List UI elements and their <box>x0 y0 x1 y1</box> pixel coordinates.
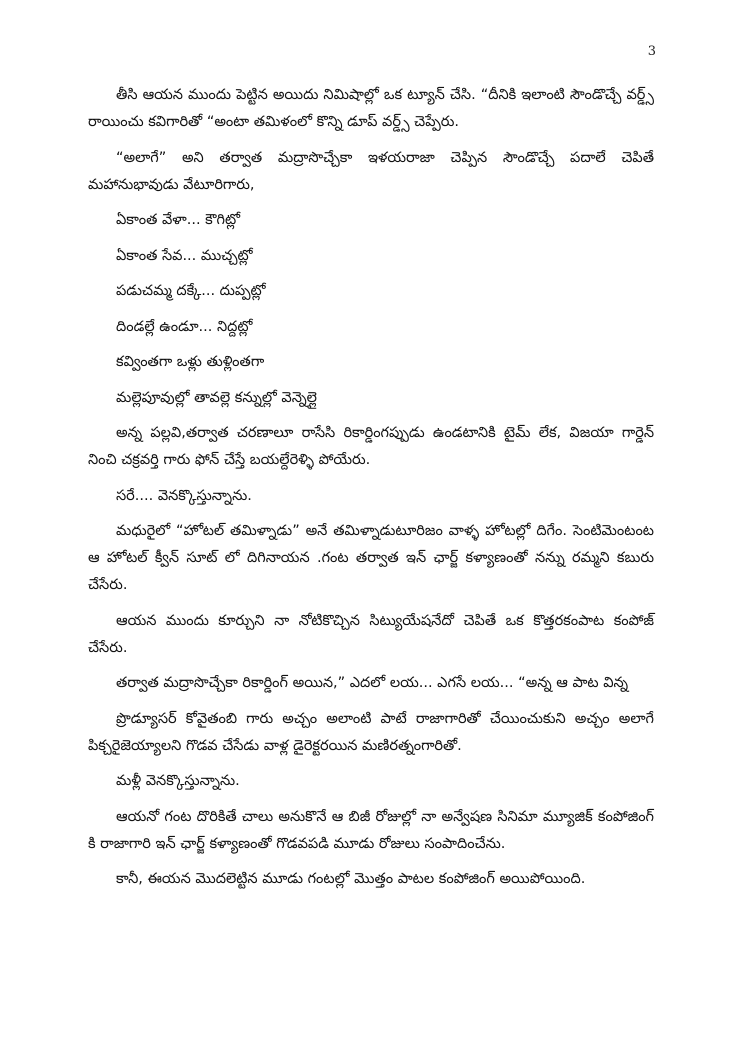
lyric-line: ఏకాంత సేవ... ముచ్చట్లో <box>116 247 253 264</box>
paragraph: ఆయన ముందు కూర్చుని నా నోటికొచ్చిన సిట్యుయేషనేదో చెపితే ఒక కొత్తరకంపాట కంపోజ్ చేసేరు. <box>88 612 654 656</box>
paragraph: సరే.... వెనక్కొస్తున్నాను. <box>116 487 252 504</box>
paragraph: “అలాగే” అని తర్వాత మద్రాసొచ్చేకా ఇళయరాజా చెప్పిన సౌండొచ్చే పదాలే చెపితే మహానుభావుడు వేటూరిగారు, <box>88 149 654 193</box>
paragraph: మధురైలో “హోటల్ తమిళ్నాడు” అనే తమిళ్నాడుటూరిజం వాళ్ళ హోటల్లో దిగేం. సెంటిమెంటంట ఆ హోటల్ క్వీన్ సూట్ లో దిగినాయన .గంట తర్వాత ఇన్ ఛార్జ్ కళ్యాణంతో నన్ను రమ్మని కబురు చేసేరు. <box>88 523 654 593</box>
lyric-line: దిండల్లే ఉండూ... నిద్దట్లో <box>116 318 253 335</box>
lyric-line: కవ్వింతగా ఒళ్లు తుళ్లింతగా <box>116 354 265 370</box>
lyric-line: మల్లెపూవుల్లో తావల్లె కన్నుల్లో వెన్నెల్లై <box>116 389 317 406</box>
lyric-line: ఏకాంత వేళా... కౌగిట్లో <box>116 212 241 228</box>
lyric-line: పడుచమ్మ దక్కే... దుప్పట్లో <box>116 283 266 299</box>
paragraph: ప్రొడ్యూసర్ కోవైతంబి గారు అచ్చం అలాంటి పాటే రాజాగారితో చేయించుకుని అచ్చం అలాగే పిక్చరైజెయ్యాలని గొడవ చేసేడు వాళ్ల డైరెక్టరయిన మణిరత్నంగారితో. <box>88 710 654 754</box>
paragraph: కానీ, ఈయన మొదలెట్టిన మూడు గంటల్లో మొత్తం పాటల కంపోజింగ్ అయిపోయింది. <box>116 871 586 887</box>
paragraph: మళ్లీ వెనక్కొస్తున్నాను. <box>116 773 240 789</box>
document-body <box>88 82 654 902</box>
paragraph: తీసి ఆయన ముందు పెట్టిన అయిదు నిమిషాల్లో ఒక ట్యూన్ చేసి. “దీనికి ఇలాంటి సౌండొచ్చే వర్డ్స్ రాయించు కవిగారితో “అంటా తమిళంలో కొన్ని డూప్ వర్డ్స్ చెప్పేరు. <box>88 87 654 130</box>
paragraph: తర్వాత మద్రాసొచ్చేకా రికార్డింగ్ అయిన,” ఎదలో లయ... ఎగసే లయ... “అన్న ఆ పాట విన్న <box>116 675 629 691</box>
paragraph: ఆయనో గంట దొరికితే చాలు అనుకొనే ఆ బిజీ రోజుల్లో నా అన్వేషణ సినిమా మ్యూజిక్ కంపోజింగ్ కి రాజాగారి ఇన్ ఛార్జ్ కళ్యాణంతో గొడవపడి మూడు రోజులు సంపాదించేను. <box>88 808 654 852</box>
page-number: 3 <box>647 44 656 59</box>
paragraph: అన్న పల్లవి,తర్వాత చరణాలూ రాసేసి రికార్డింగప్పుడు ఉండటానికి టైమ్ లేక, విజయా గార్డెన్ నించి చక్రవర్తి గారు ఫోన్ చేస్తే బయల్దేరెళ్ళి పోయేరు. <box>88 425 654 468</box>
